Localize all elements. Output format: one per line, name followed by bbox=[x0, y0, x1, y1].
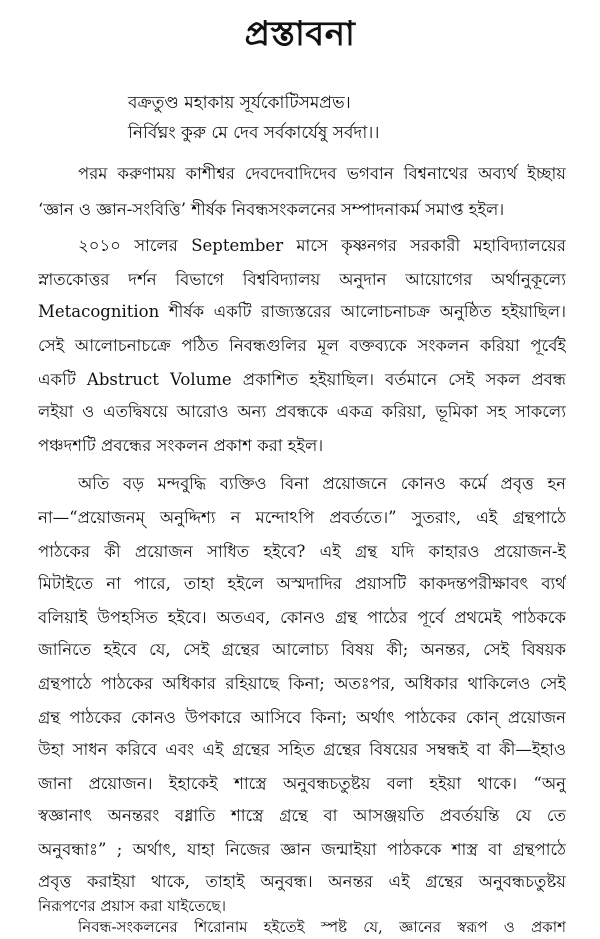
verse-line-2: নির্বিঘ্নং কুরু মে দেব সর্বকার্যেষু সর্বদা।। bbox=[128, 123, 380, 143]
paragraph-3-line-2: না—“প্রয়োজনম্ অনুদ্দিশ্য ন মন্দোঽপি প্রবর্ততে।” সুতরাং, এই গ্রন্থপাঠে bbox=[38, 508, 566, 527]
verse-line-1: বক্রতুণ্ড মহাকায় সূর্যকোটিসমপ্রভ। bbox=[128, 93, 351, 113]
paragraph-1-line-1: পরম করুণাময় কাশীশ্বর দেবদেবাদিদেব ভগবান বিশ্বনাথের অব্যর্থ ইচ্ছায় bbox=[78, 164, 566, 183]
paragraph-3-line-7: গ্রন্থপাঠে পাঠকের অধিকার রহিয়াছে কিনা; অতঃপর, অধিকার থাকিলেও সেই bbox=[38, 674, 566, 693]
paragraph-3-line-6: জানিতে হইবে যে, সেই গ্রন্থের আলোচ্য বিষয় কী; অনন্তর, সেই বিষয়ক bbox=[38, 640, 566, 659]
page-title: প্রস্তাবনা bbox=[244, 14, 356, 54]
paragraph-2-line-4: সেই আলোচনাচক্রে পঠিত নিবন্ধগুলির মূল বক্তব্যকে সংকলন করিয়া পূর্বেই bbox=[38, 336, 566, 355]
paragraph-3-line-8: গ্রন্থ পাঠকের কোনও উপকারে আসিবে কিনা; অর্থাৎ পাঠকের কোন্ প্রয়োজন bbox=[38, 708, 566, 727]
paragraph-2-line-1: ২০১০ সালের September মাসে কৃষ্ণনগর সরকারী মহাবিদ্যালয়ের bbox=[78, 236, 566, 255]
paragraph-3-line-11: স্বজ্ঞানাৎ অনন্তরং বধ্নাতি শাস্ত্রে গ্রন্থে বা আসঞ্জয়তি প্রবর্তয়ন্তি যে তে bbox=[38, 806, 566, 825]
paragraph-2-line-5: একটি Abstruct Volume প্রকাশিত হইয়াছিল। বর্তমানে সেই সকল প্রবন্ধ bbox=[38, 370, 566, 389]
paragraph-2-line-7: পঞ্চদশটি প্রবন্ধের সংকলন প্রকাশ করা হইল। bbox=[38, 436, 324, 455]
paragraph-3-line-14: নিরূপণের প্রয়াস করা যাইতেছে। bbox=[38, 897, 226, 915]
paragraph-3-line-9: উহা সাধন করিবে এবং এই গ্রন্থের সহিত গ্রন্থের বিষয়ের সম্বন্ধই বা কী—ইহাও bbox=[38, 740, 566, 759]
paragraph-3-line-5: বলিয়াই উপহসিত হইবে। অতএব, কোনও গ্রন্থ পাঠের পূর্বে প্রথমেই পাঠককে bbox=[38, 608, 566, 627]
paragraph-3-line-1: অতি বড় মন্দবুদ্ধি ব্যক্তিও বিনা প্রয়োজনে কোনও কর্মে প্রবৃত্ত হন bbox=[78, 474, 566, 493]
paragraph-3-line-4: মিটাইতে না পারে, তাহা হইলে অস্মদাদির প্রয়াসটি কাকদন্তপরীক্ষাবৎ ব্যর্থ bbox=[38, 574, 566, 593]
paragraph-3-line-12: অনুবন্ধাঃ” ; অর্থাৎ, যাহা নিজের জ্ঞান জন্মাইয়া পাঠককে শাস্ত্র বা গ্রন্থপাঠে bbox=[38, 840, 566, 859]
paragraph-2-line-3: Metacognition শীর্ষক একটি রাজ্যস্তরের আলোচনাচক্র অনুষ্ঠিত হইয়াছিল। bbox=[38, 302, 566, 321]
paragraph-2-line-2: স্নাতকোত্তর দর্শন বিভাগে বিশ্ববিদ্যালয় অনুদান আয়োগের অর্থানুকূল্যে bbox=[38, 270, 566, 289]
paragraph-4-line-1: নিবন্ধ-সংকলনের শিরোনাম হইতেই স্পষ্ট যে, জ্ঞানের স্বরূপ ও প্রকাশ bbox=[78, 918, 566, 936]
paragraph-3-line-3: পাঠকের কী প্রয়োজন সাধিত হইবে? এই গ্রন্থ যদি কাহারও প্রয়োজন-ই bbox=[38, 542, 566, 561]
paragraph-3-line-10: জানা প্রয়োজন। ইহাকেই শাস্ত্রে অনুবন্ধচতুষ্টয় বলা হইয়া থাকে। “অনু bbox=[38, 774, 566, 793]
paragraph-3-line-13: প্রবৃত্ত করাইয়া থাকে, তাহাই অনুবন্ধ। অনন্তর এই গ্রন্থের অনুবন্ধচতুষ্টয় bbox=[38, 872, 566, 891]
paragraph-1-line-2: ‘জ্ঞান ও জ্ঞান-সংবিত্তি’ শীর্ষক নিবন্ধসংকলনের সম্পাদনাকর্ম সমাপ্ত হইল। bbox=[38, 200, 505, 219]
paragraph-2-line-6: লইয়া ও এতদ্বিষয়ে আরোও অন্য প্রবন্ধকে একত্র করিয়া, ভূমিকা সহ সাকল্যে bbox=[38, 402, 566, 421]
